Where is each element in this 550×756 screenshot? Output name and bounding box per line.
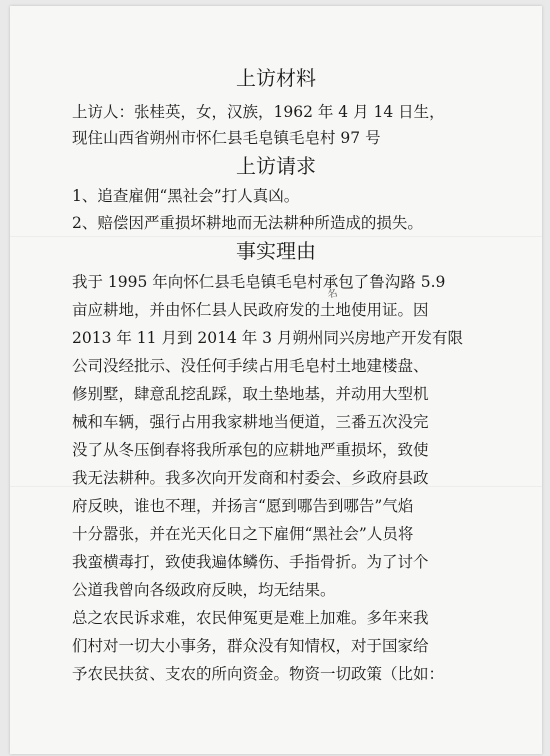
petitioner-line: 上访人：张桂英，女，汉族，1962 年 4 月 14 日生， bbox=[72, 103, 445, 121]
facts-line: 我无法耕种。我多次向开发商和村委会、乡政府县政 bbox=[72, 469, 429, 487]
facts-line: 我于 1995 年向怀仁县毛皂镇毛皂村承包了鲁沟路 5.9 bbox=[72, 273, 446, 291]
facts-line: 十分嚣张，并在光天化日之下雇佣“黑社会”人员将 bbox=[72, 525, 414, 543]
facts-line: 们村对一切大小事务，群众没有知情权，对于国家给 bbox=[72, 637, 429, 655]
facts-line: 予农民扶贫、支农的所向资金。物资一切政策（比如： bbox=[72, 665, 445, 683]
request-item: 1、追查雇佣“黑社会”打人真凶。 bbox=[72, 187, 300, 205]
facts-line: 公司没经批示、没任何手续占用毛皂村土地建楼盘、 bbox=[72, 357, 429, 375]
facts-line: 修别墅，肆意乱挖乱踩，取土垫地基，并动用大型机 bbox=[72, 385, 429, 403]
requests-heading: 上访请求 bbox=[236, 154, 316, 178]
paper-fold bbox=[10, 236, 542, 237]
facts-line: 没了从冬压倒春将我所承包的应耕地严重损坏，致使 bbox=[72, 441, 429, 459]
facts-line: 械和车辆，强行占用我家耕地当便道，三番五次没完 bbox=[72, 413, 429, 431]
facts-line: 亩应耕地，并由怀仁县人民政府发的土地使用证。因 bbox=[72, 301, 429, 319]
facts-line: 2013 年 11 月到 2014 年 3 月朔州同兴房地产开发有限 bbox=[72, 329, 463, 347]
facts-line: 公道我曾向各级政府反映，均无结果。 bbox=[72, 581, 336, 599]
request-item: 2、赔偿因严重损坏耕地而无法耕种所造成的损失。 bbox=[72, 214, 423, 232]
facts-heading: 事实理由 bbox=[236, 239, 316, 263]
facts-line: 府反映，谁也不理，并扬言“愿到哪告到哪告”气焰 bbox=[72, 497, 414, 515]
document-page bbox=[10, 6, 542, 754]
facts-line: 总之农民诉求难，农民伸冤更是难上加难。多年来我 bbox=[72, 609, 429, 627]
petitioner-line: 现住山西省朔州市怀仁县毛皂镇毛皂村 97 号 bbox=[72, 129, 381, 147]
handwritten-annotation: 名 bbox=[326, 287, 339, 302]
document-title: 上访材料 bbox=[236, 66, 316, 90]
facts-line: 我蛮横毒打，致使我遍体鳞伤、手指骨折。为了讨个 bbox=[72, 553, 429, 571]
